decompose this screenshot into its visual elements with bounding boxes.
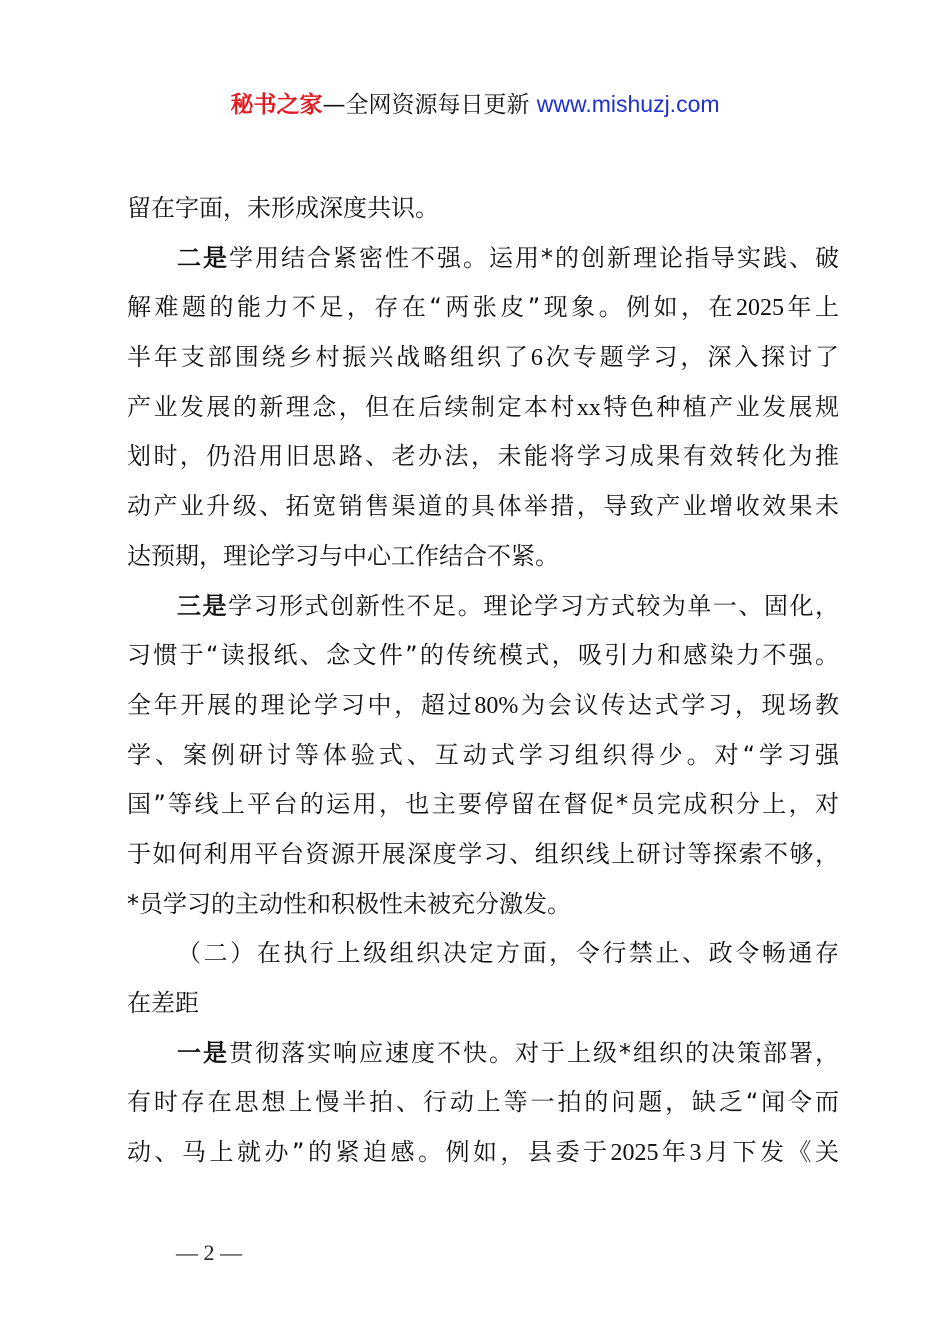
text-segment: 2025 [736,295,785,322]
text-segment: 贯彻落实响应速度不快。对于上级*组织的决策部署， [229,1038,839,1067]
text-line [127,1029,839,1079]
text-segment: 特色种植产业发展规 [600,392,840,421]
text-segment: 学用结合紧密性不强。运用*的创新理论指导实践、破 [229,243,839,272]
text-segment: 为会议传达式学习，现场教 [518,690,839,719]
text-line [127,432,839,482]
text-line [127,929,839,979]
text-segment: 动产业升级、拓宽销售渠道的具体举措，导致产业增收效果未 [127,492,839,521]
text-line [127,482,839,532]
text-line [127,830,839,880]
text-segment: 次专题学习，深入探讨了 [542,343,840,372]
text-line [127,234,839,284]
text-segment: 全年开展的理论学习中，超过 [127,690,475,719]
text-line [127,731,839,781]
text-segment: 年上 [784,293,840,322]
text-line [127,532,839,582]
header-tagline: —全网资源每日更新 [322,92,530,118]
document-body [127,184,839,1178]
text-segment: 学、案例研讨等体验式、互动式学习组织得少。对“学习强 [127,740,839,769]
text-line [127,383,839,433]
text-segment: 留在字面，未形成深度共识。 [127,194,439,222]
text-segment: 学习形式创新性不足。理论学习方式较为单一、固化， [228,591,840,620]
text-line [127,1128,839,1178]
site-url-link[interactable]: www.mishuzj.com [536,91,720,117]
text-line [127,681,839,731]
text-segment: 月下发《关 [701,1138,840,1167]
text-line [127,333,839,383]
brand-name: 秘书之家 [230,92,323,118]
text-segment: 划时，仍沿用旧思路、老办法，未能将学习成果有效转化为推 [127,442,839,471]
text-segment: xx [576,394,601,421]
text-segment: 动、马上就办”的紧迫感。例如，县委于 [127,1138,611,1167]
text-segment: 习惯于“读报纸、念文件”的传统模式，吸引力和感染力不强。 [127,641,839,670]
text-segment: *员学习的主动性和积极性未被充分激发。 [127,889,571,918]
text-segment: 6 [530,345,543,372]
site-header [0,86,950,123]
text-segment: （二）在执行上级组织决定方面，令行禁止、政令畅通存 [177,939,839,968]
text-segment: 在差距 [127,989,199,1017]
text-line [127,1078,839,1128]
lead-label: 一是 [177,1038,229,1067]
text-line [127,184,839,234]
text-line [127,283,839,333]
text-segment: 于如何利用平台资源开展深度学习、组织线上研讨等探索不够， [127,839,839,868]
lead-label: 三是 [177,591,229,620]
lead-label: 二是 [177,243,229,272]
text-line [127,880,839,930]
text-line [127,780,839,830]
text-line [127,979,839,1029]
text-line [127,582,839,632]
text-segment: 半年支部围绕乡村振兴战略组织了 [127,343,531,372]
text-segment: 3 [689,1140,702,1167]
text-segment: 国”等线上平台的运用，也主要停留在督促*员完成积分上，对 [127,790,839,819]
text-segment: 有时存在思想上慢半拍、行动上等一拍的问题，缺乏“闻令而 [127,1088,839,1117]
text-segment: 80% [474,692,519,719]
text-segment: 解难题的能力不足，存在“两张皮”现象。例如，在 [127,293,737,322]
text-line [127,631,839,681]
text-segment: 年 [658,1138,690,1167]
text-segment: 达预期，理论学习与中心工作结合不紧。 [127,541,559,570]
text-segment: 产业发展的新理念，但在后续制定本村 [127,392,577,421]
text-segment: 2025 [610,1140,659,1167]
page-number: — 2 — [176,1240,242,1265]
